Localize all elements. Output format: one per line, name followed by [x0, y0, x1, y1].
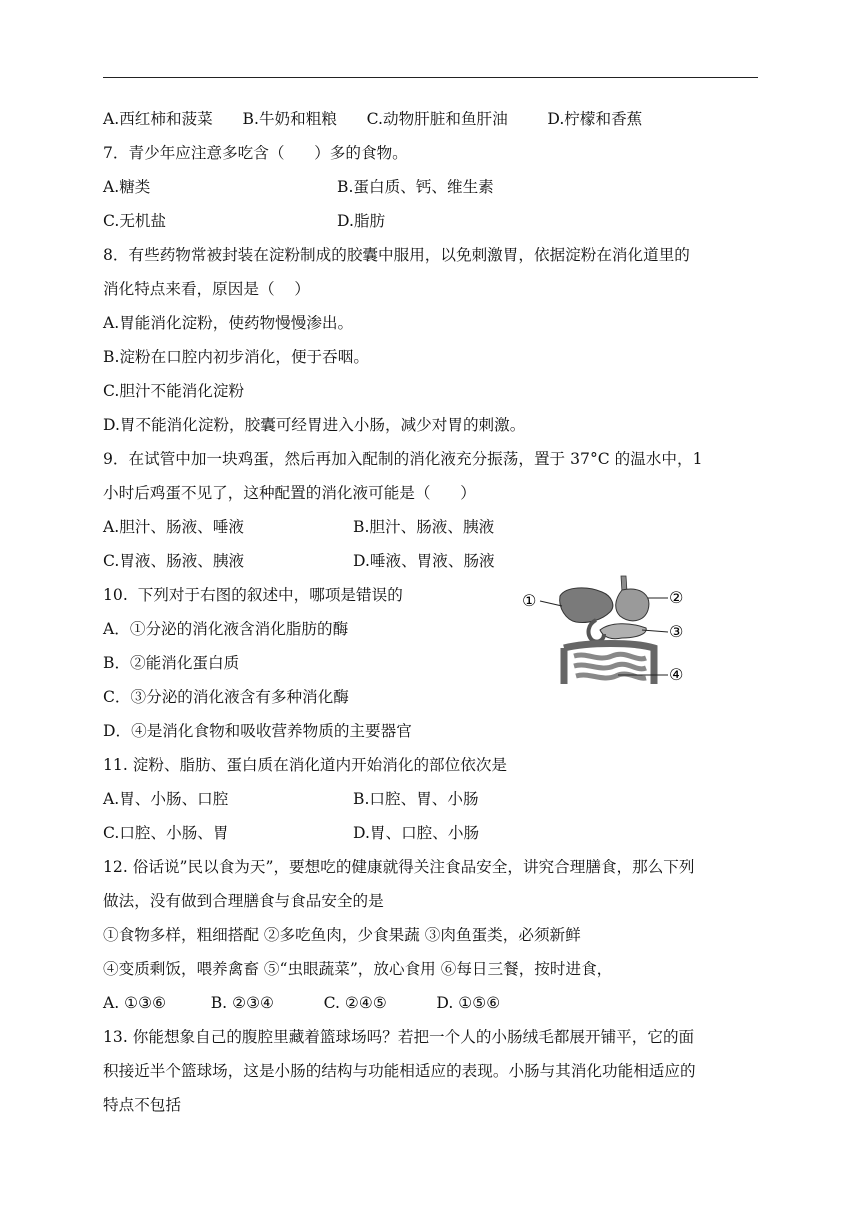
q13-stem-line1: 13. 你能想象自己的腹腔里藏着篮球场吗？若把一个人的小肠绒毛都展开铺平，它的面: [103, 1028, 695, 1046]
q7-option-a: A.糖类: [103, 178, 151, 196]
q10-option-b: B．②能消化蛋白质: [103, 654, 240, 672]
q8-stem-line1: 8．有些药物常被封装在淀粉制成的胶囊中服用，以免刺激胃，依据淀粉在消化道里的: [103, 246, 690, 264]
q12-items-line1: ①食物多样，粗细搭配 ②多吃鱼肉，少食果蔬 ③肉鱼蛋类，必须新鲜: [103, 926, 581, 944]
q8-option-a: A.胃能消化淀粉，使药物慢慢渗出。: [103, 314, 354, 332]
q11-option-d: D.胃、口腔、小肠: [353, 824, 480, 842]
figure-label-4: ④: [669, 665, 684, 684]
q11-stem: 11. 淀粉、脂肪、蛋白质在消化道内开始消化的部位依次是: [103, 756, 508, 774]
q9-option-c: C.胃液、肠液、胰液: [103, 552, 245, 570]
q8-stem-line2: 消化特点来看，原因是（ ）: [103, 280, 310, 298]
figure-label-1: ①: [522, 591, 537, 610]
q9-option-a: A.胆汁、肠液、唾液: [103, 518, 244, 536]
q12-options: A. ①③⑥ B. ②③④ C. ②④⑤ D. ①⑤⑥: [103, 994, 501, 1012]
digestive-system-figure: [518, 572, 690, 690]
q7-option-b: B.蛋白质、钙、维生素: [337, 178, 494, 196]
q10-option-d: D．④是消化食物和吸收营养物质的主要器官: [103, 722, 412, 740]
q7-stem: 7．青少年应注意多吃含（ ）多的食物。: [103, 144, 408, 162]
q11-option-a: A.胃、小肠、口腔: [103, 790, 229, 808]
figure-label-2: ②: [669, 588, 684, 607]
q12-items-line2: ④变质剩饭，喂养禽畜 ⑤“虫眼蔬菜”，放心食用 ⑥每日三餐，按时进食，: [103, 960, 613, 978]
q13-stem-line3: 特点不包括: [103, 1096, 181, 1114]
figure-label-3: ③: [669, 622, 684, 641]
q12-stem-line1: 12. 俗话说”民以食为天”，要想吃的健康就得关注食品安全，讲究合理膳食，那么下列: [103, 858, 695, 876]
q13-stem-line2: 积接近半个篮球场，这是小肠的结构与功能相适应的表现。小肠与其消化功能相适应的: [103, 1062, 696, 1080]
q11-option-b: B.口腔、胃、小肠: [353, 790, 479, 808]
q10-option-a: A．①分泌的消化液含消化脂肪的酶: [103, 620, 349, 638]
q7-option-c: C.无机盐: [103, 212, 167, 230]
stomach-shape: [616, 589, 649, 621]
q9-option-d: D.唾液、胃液、肠液: [353, 552, 495, 570]
pancreas-shape: [600, 624, 646, 639]
q8-option-b: B.淀粉在口腔内初步消化，便于吞咽。: [103, 348, 369, 366]
q9-stem-line2: 小时后鸡蛋不见了，这种配置的消化液可能是（ ）: [103, 484, 476, 502]
header-rule: [103, 77, 758, 78]
q9-stem-line1: 9．在试管中加一块鸡蛋，然后再加入配制的消化液充分振荡，置于 37°C 的温水中，1: [103, 450, 703, 468]
liver-shape: [560, 588, 613, 623]
q6-options: A.西红柿和菠菜 B.牛奶和粗粮 C.动物肝脏和鱼肝油 D.柠檬和香蕉: [103, 110, 643, 128]
q12-stem-line2: 做法，没有做到合理膳食与食品安全的是: [103, 892, 384, 910]
q9-option-b: B.胆汁、肠液、胰液: [353, 518, 495, 536]
q10-stem: 10. 下列对于右图的叙述中，哪项是错误的: [103, 586, 403, 604]
q8-option-c: C.胆汁不能消化淀粉: [103, 382, 245, 400]
q10-option-c: C．③分泌的消化液含有多种消化酶: [103, 688, 349, 706]
q8-option-d: D.胃不能消化淀粉，胶囊可经胃进入小肠，减少对胃的刺激。: [103, 416, 526, 434]
q7-option-d: D.脂肪: [337, 212, 386, 230]
q11-option-c: C.口腔、小肠、胃: [103, 824, 229, 842]
